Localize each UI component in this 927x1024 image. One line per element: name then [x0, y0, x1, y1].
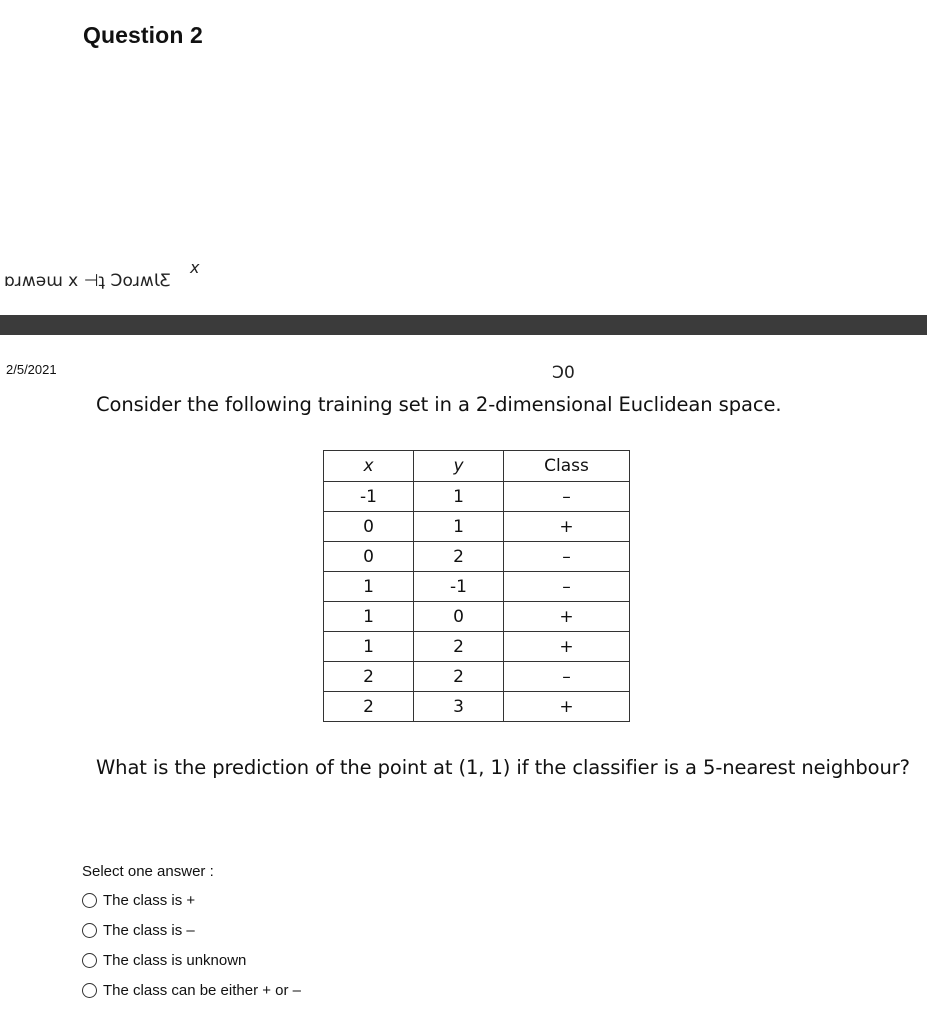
- table-row: [324, 482, 630, 512]
- table-row: [324, 542, 630, 572]
- header-y: y: [414, 451, 504, 482]
- cell-x: 0: [324, 542, 414, 572]
- cell-y: 1: [414, 512, 504, 542]
- question-text: What is the prediction of the point at (1, 1) if the classifier is a 5-nearest neighbour?: [96, 756, 910, 779]
- cell-class: +: [504, 512, 630, 542]
- scanned-garbled-text: [4, 258, 234, 298]
- table-row: [324, 512, 630, 542]
- radio-button[interactable]: [82, 923, 97, 938]
- table-row: [324, 572, 630, 602]
- cell-x: -1: [324, 482, 414, 512]
- cell-y: 1: [414, 482, 504, 512]
- cell-x: 1: [324, 602, 414, 632]
- cell-class: –: [504, 572, 630, 602]
- cell-class: +: [504, 692, 630, 722]
- table-header-row: [324, 451, 630, 482]
- cell-y: -1: [414, 572, 504, 602]
- garbled-text: ɒɹʍǝɯ x ⊣ʇ ƆoɹʍƖƸ: [4, 271, 172, 291]
- cell-class: –: [504, 542, 630, 572]
- answer-option-either[interactable]: [82, 979, 301, 1001]
- answer-option-unknown[interactable]: [82, 949, 246, 971]
- cell-class: +: [504, 632, 630, 662]
- print-date: 2/5/2021: [6, 362, 57, 377]
- training-set-table: [323, 450, 630, 722]
- cell-x: 0: [324, 512, 414, 542]
- radio-button[interactable]: [82, 953, 97, 968]
- cell-x: 2: [324, 662, 414, 692]
- cell-class: –: [504, 662, 630, 692]
- answer-option-plus[interactable]: [82, 889, 195, 911]
- question-title: Question 2: [83, 22, 203, 48]
- cell-class: –: [504, 482, 630, 512]
- svg-text:x: x: [190, 258, 200, 277]
- cell-y: 2: [414, 632, 504, 662]
- answer-option-minus[interactable]: [82, 919, 195, 941]
- page-mark-text: Ɔ0: [552, 363, 575, 383]
- intro-text: Consider the following training set in a 2-dimensional Euclidean space.: [96, 393, 782, 416]
- answer-option-label: The class is –: [103, 921, 195, 939]
- cell-class: +: [504, 602, 630, 632]
- answer-option-label: The class is +: [103, 891, 196, 909]
- radio-button[interactable]: [82, 893, 97, 908]
- cell-x: 2: [324, 692, 414, 722]
- cell-y: 0: [414, 602, 504, 632]
- page-mark: [549, 358, 589, 384]
- page-divider-bar: [0, 315, 927, 335]
- answer-option-label: The class can be either + or –: [103, 981, 302, 999]
- cell-y: 2: [414, 542, 504, 572]
- answer-option-label: The class is unknown: [103, 951, 247, 969]
- answer-prompt: Select one answer :: [82, 863, 214, 880]
- header-x: x: [324, 451, 414, 482]
- cell-y: 2: [414, 662, 504, 692]
- table-row: [324, 602, 630, 632]
- cell-y: 3: [414, 692, 504, 722]
- table-row: [324, 692, 630, 722]
- radio-button[interactable]: [82, 983, 97, 998]
- table-row: [324, 662, 630, 692]
- table-row: [324, 632, 630, 662]
- header-class: Class: [504, 451, 630, 482]
- cell-x: 1: [324, 632, 414, 662]
- cell-x: 1: [324, 572, 414, 602]
